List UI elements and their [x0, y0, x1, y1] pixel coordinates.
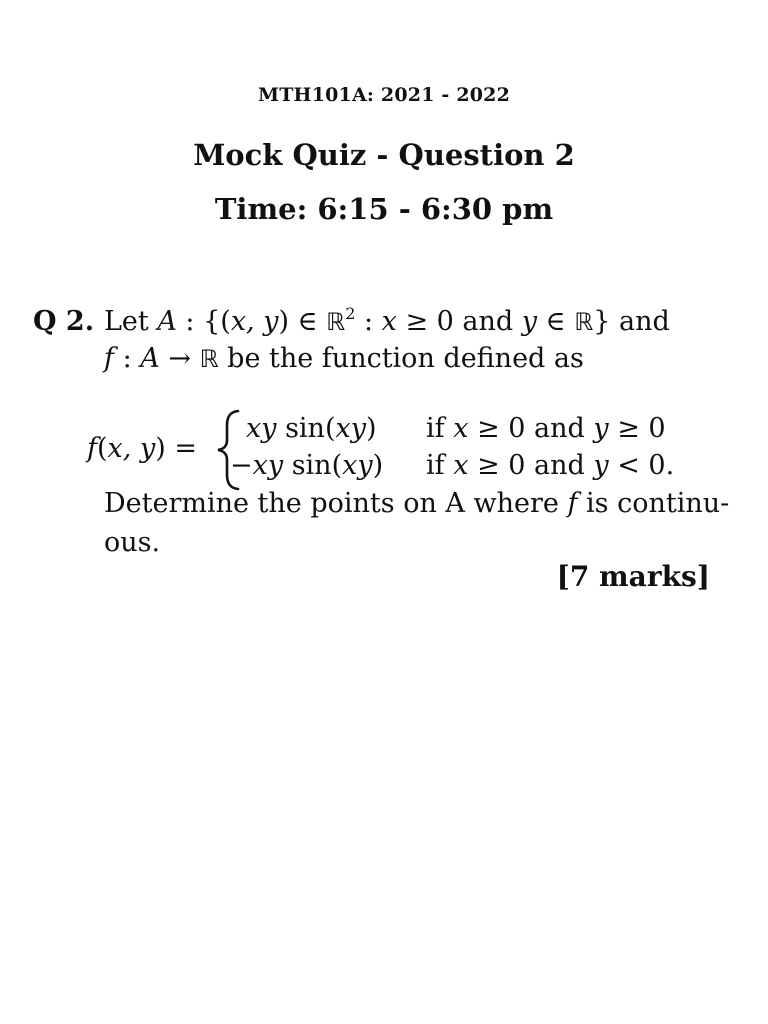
text-paren-close: ): [365, 413, 377, 444]
math-var-x: x: [453, 413, 469, 444]
question-line-1: [104, 306, 670, 337]
function-lhs: [87, 433, 197, 464]
course-header: MTH101A: 2021 - 2022: [257, 84, 511, 106]
text-sin: sin(: [283, 450, 343, 481]
text-set-open: : {(: [176, 306, 231, 337]
page-title: Mock Quiz - Question 2: [193, 138, 575, 172]
text-determine: Determine the points on A where: [104, 488, 568, 519]
case-2-condition: [426, 450, 674, 481]
text-defined-as: be the function defined as: [218, 343, 584, 374]
text-let: Let: [104, 306, 158, 337]
math-var-xy: x, y: [230, 306, 279, 337]
question-line-2: [104, 343, 584, 374]
text-element-of: ) ∈: [278, 306, 327, 337]
math-var-f: f: [104, 343, 114, 374]
math-var-x: x: [453, 450, 469, 481]
math-neg-xy: −xy: [230, 450, 284, 481]
text-arrow: →: [159, 343, 200, 374]
case-2-expression: [230, 450, 383, 481]
time-line: Time: 6:15 - 6:30 pm: [214, 192, 554, 226]
math-xy: xy: [246, 413, 277, 444]
math-var-y: y: [521, 306, 538, 337]
text-condition: ≥ 0 and: [468, 450, 594, 481]
math-var-x: x: [381, 306, 397, 337]
question-line-3: [104, 488, 729, 519]
text-condition-end: < 0.: [608, 450, 675, 481]
math-var-A: A: [140, 343, 160, 374]
math-var-xy: x, y: [107, 433, 156, 464]
math-xy: xy: [342, 450, 373, 481]
math-var-y: y: [593, 413, 609, 444]
text-condition: ≥ 0 and: [468, 413, 594, 444]
case-1-expression: [246, 413, 377, 444]
question-label: Q 2.: [33, 306, 95, 337]
marks-label: [7 marks]: [556, 560, 710, 593]
math-exponent: 2: [345, 304, 356, 323]
math-var-y: y: [593, 450, 609, 481]
math-reals: ℝ: [326, 308, 346, 336]
text-colon: :: [114, 343, 141, 374]
text-sin: sin(: [276, 413, 336, 444]
text-condition-end: ≥ 0: [608, 413, 666, 444]
text-paren-open: (: [97, 433, 108, 464]
text-colon: :: [355, 306, 382, 337]
math-xy: xy: [335, 413, 366, 444]
text-condition-x: ≥ 0 and: [396, 306, 522, 337]
text-if: if: [426, 450, 454, 481]
text-set-close: } and: [593, 306, 670, 337]
math-var-f: f: [567, 488, 578, 519]
case-1-condition: [426, 413, 666, 444]
math-var-f: f: [87, 433, 97, 464]
text-paren-close: ): [372, 450, 384, 481]
math-reals: ℝ: [199, 345, 219, 373]
math-var-A: A: [157, 306, 177, 337]
text-continu: is continu-: [577, 488, 730, 519]
text-element-of-2: ∈: [537, 306, 575, 337]
question-line-4: ous.: [104, 527, 161, 558]
text-if: if: [426, 413, 454, 444]
math-reals-2: ℝ: [574, 308, 594, 336]
text-equals: ) =: [155, 433, 197, 464]
